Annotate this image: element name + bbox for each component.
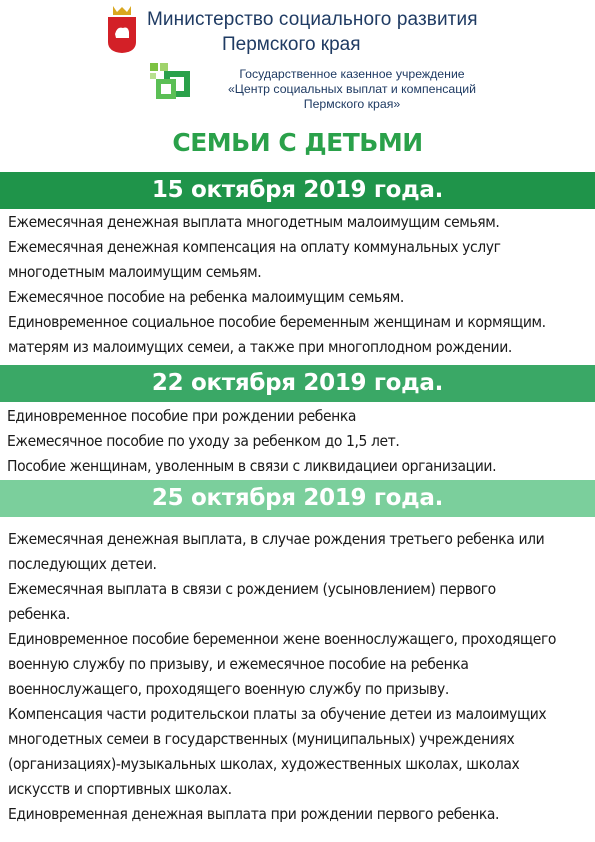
section-list-3 — [8, 527, 593, 827]
coat-of-arms-icon — [107, 4, 137, 54]
list-item: Ежемесячное пособие на ребенка малоимущим семьям. — [8, 288, 404, 306]
list-item: Ежемесячная денежная выплата многодетным малоимущим семьям. — [8, 213, 500, 231]
list-item: Ежемесячная денежная компенсация на оплату коммунальных услуг многодетным малоимущим семьям. — [8, 238, 501, 281]
section-list-2 — [7, 404, 592, 479]
date-band-3: 25 октября 2019 года. — [0, 480, 595, 517]
list-item: Ежемесячное пособие по уходу за ребенком до 1,5 лет. — [7, 432, 400, 450]
date-band-1: 15 октября 2019 года. — [0, 172, 595, 209]
date-band-2: 22 октября 2019 года. — [0, 365, 595, 402]
list-item: Ежемесячная денежная выплата, в случае рождения третьего ребенка или последующих детеи. — [8, 530, 545, 573]
list-item: Компенсация части родительскои платы за обучение детеи из малоимущих многодетных семеи в государственных (муниципальных) учреждениях (организациях)-музыкальных школах, художественных школах, школах искусств и спортивных школах. — [8, 705, 547, 798]
header — [0, 0, 595, 120]
ministry-name-line1: Министерство социального развития — [147, 9, 478, 30]
list-item: Единовременное пособие беременнои жене военнослужащего, проходящего военную службу по призыву, и ежемесячное пособие на ребенка военнослужащего, проходящего военную службу по призыву. — [8, 630, 557, 698]
institution-name: Государственное казенное учреждение «Центр социальных выплат и компенсаций Пермского края» — [227, 67, 477, 111]
list-item: Единовременная денежная выплата при рождении первого ребенка. — [8, 805, 500, 823]
page-title: СЕМЬИ С ДЕТЬМИ — [172, 128, 423, 157]
center-logo-icon — [150, 63, 192, 105]
ministry-name-line2: Пермского края — [222, 34, 361, 55]
list-item: Пособие женщинам, уволенным в связи с ликвидациеи организации. — [7, 457, 497, 475]
list-item: Единовременное социальное пособие беременным женщинам и кормящим. матерям из малоимущих семеи, а также при многоплодном рождении. — [8, 313, 546, 356]
list-item: Единовременное пособие при рождении ребенка — [7, 407, 357, 425]
section-list-1 — [8, 210, 593, 360]
list-item: Ежемесячная выплата в связи с рождением (усыновлением) первого ребенка. — [8, 580, 496, 623]
